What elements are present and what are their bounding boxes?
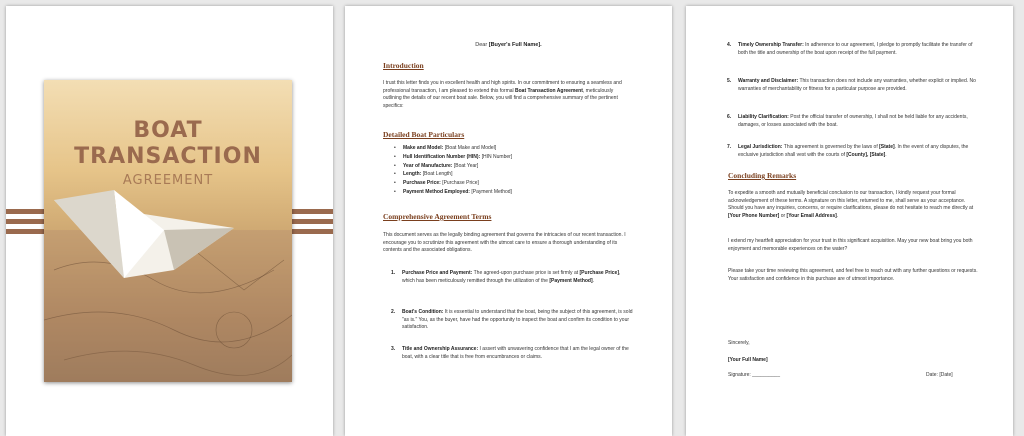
list-item: • Length: [Boat Length] (403, 170, 633, 179)
list-item: • Year of Manufacture: [Boat Year] (403, 162, 633, 171)
remarks-heading: Concluding Remarks (728, 171, 797, 180)
date-line: Date: [Date] (926, 372, 953, 378)
term-item: 6. Liability Clarification: Post the official transfer of ownership, I shall not be held liable for any accidents, damages, or losses associated with the boat. (727, 114, 968, 128)
list-item: • Purchase Price: [Purchase Price] (403, 179, 633, 188)
intro-heading: Introduction (383, 61, 424, 70)
intro-text: I trust this letter finds you in excellent health and high spirits. In our commitment to ensuring a seamless and professional transaction, I am pleased to extend this formal (383, 80, 622, 94)
buyer-name-placeholder: [Buyer's Full Name]. (488, 42, 542, 48)
cover-title-line1: BOAT (133, 118, 203, 143)
cover-subtitle: AGREEMENT (122, 173, 214, 188)
intro-bold: Boat Transaction Agreement (515, 87, 583, 94)
paper-boat-icon (54, 190, 234, 280)
term-item: 3. Title and Ownership Assurance: I assert with unwavering confidence that I am the legal owner of the boat, with a clear title that is free from encumbrances or claims. (391, 346, 629, 360)
terms-heading: Comprehensive Agreement Terms (383, 212, 492, 221)
particulars-heading: Detailed Boat Particulars (383, 130, 465, 139)
term-item: 7. Legal Jurisdiction: This agreement is governed by the laws of [State]. In the event of any disputes, the exclusive jurisdiction shall vest with the courts of [County], [State]. (727, 144, 969, 158)
letter-page-2 (686, 6, 1013, 436)
term-item: 4. Timely Ownership Transfer: In adherence to our agreement, I pledge to promptly facilitate the transfer of both the title and ownership of the boat upon receipt of the full payment. (727, 42, 973, 56)
salutation-prefix: Dear (475, 42, 488, 48)
intro-paragraph (383, 80, 633, 110)
remarks-paragraph-2: I extend my heartfelt appreciation for your trust in this significant acquisition. May your new boat bring you both enjoyment and memorable experiences on the water? (728, 238, 973, 252)
terms-intro: This document serves as the legally binding agreement that governs the intricacies of our recent transaction. I encourage you to scrutinize this agreement with the utmost care to ensure a thorough understanding of its contents and the associated obligations. (383, 232, 626, 254)
signer-name: [Your Full Name] (728, 357, 768, 363)
intro-text-end: , meticulously outlining the details of our recent boat sale. Below, you will find a comprehensive summary of the pertinent specifics: (383, 87, 618, 109)
particulars-list (403, 144, 633, 197)
list-item: • Payment Method Employed: [Payment Method] (403, 188, 633, 197)
closing: Sincerely, (728, 340, 750, 346)
term-item: 5. Warranty and Disclaimer: This transaction does not include any warranties, whether explicit or implied. No warranties of merchantability or fitness for a particular purpose are provided. (727, 78, 976, 92)
term-item: 2. Boat's Condition: It is essential to understand that the boat, being the subject of this agreement, is sold "as is." You, as the buyer, have had the opportunity to inspect the boat and confirm its condition to your satisfaction. (391, 309, 633, 331)
list-item: • Hull Identification Number (HIN): [HIN Number] (403, 153, 633, 162)
remarks-paragraph-3: Please take your time reviewing this agreement, and feel free to reach out with any further questions or requests. Your satisfaction and confidence in this purchase are of utmost importance. (728, 268, 978, 282)
remarks-paragraph-1: To expedite a smooth and mutually beneficial conclusion to our transaction, I kindly request your formal acknowledgement of these terms. A signature on this letter, returned to me, shall serve as your acceptance. Should you have any inquiries, concerns, or require clarifications, please do not hesitate to reach me directly at [Your Phone Number] or [Your Email Address]. (728, 190, 974, 219)
letter-page-1 (345, 6, 672, 436)
term-item: 1. Purchase Price and Payment: The agreed-upon purchase price is set firmly at [Purchase Price], which has been meticulously remitted through the utilization of the [Payment Method]. (391, 270, 621, 284)
cover-image (44, 80, 292, 382)
salutation (345, 42, 672, 50)
list-item: • Make and Model: [Boat Make and Model] (403, 144, 633, 153)
cover-title-line2: TRANSACTION (74, 144, 262, 169)
signature-line: Signature: __________ (728, 372, 780, 378)
cover-page (6, 6, 333, 436)
